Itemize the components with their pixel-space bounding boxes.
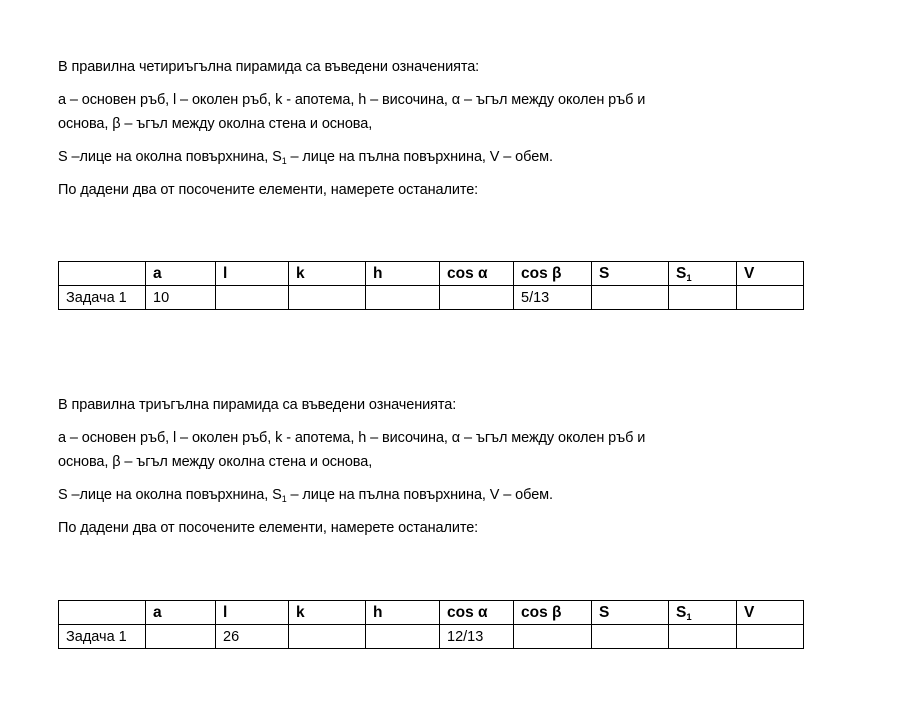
header-cell-cos-beta: cos β [514,262,592,286]
cell-cos-alpha: 12/13 [440,625,514,649]
header-s1-base: S [676,603,687,621]
problem2-table [58,600,804,649]
problem2-area-rest: – лице на пълна повърхнина, V – обем. [286,487,553,503]
problem2-area-s: S –лице на околна повърхнина, S [58,487,282,503]
problem1-area-s1-sub: 1 [281,156,287,166]
cell-k [289,286,366,310]
problem1-definitions-line2: основа, β – ъгъл между околна стена и основа, [58,116,373,132]
problem2-area-s1-sub: 1 [281,494,287,504]
table-header-row [59,262,804,286]
problem2-definitions-line2: основа, β – ъгъл между околна стена и основа, [58,454,373,470]
problem1-definitions-line1: a – основен ръб, l – околен ръб, k - апотема, h – височина, α – ъгъл между околен ръб и [58,92,646,108]
cell-s [592,286,669,310]
cell-cos-beta [514,625,592,649]
header-cell-k: k [289,262,366,286]
table-row [59,625,804,649]
cell-v [737,625,804,649]
cell-cos-alpha [440,286,514,310]
row-label-cell: Задача 1 [59,286,146,310]
cell-h [366,286,440,310]
header-cell-cos-alpha: cos α [440,262,514,286]
problem1-area-definitions [58,145,818,169]
problem1-task: По дадени два от посочените елементи, намерете останалите: [58,182,479,198]
header-cell-v: V [737,262,804,286]
problem2-intro: В правилна триъгълна пирамида са въведени означенията: [58,397,457,413]
header-cell-cos-beta: cos β [514,601,592,625]
cell-h [366,625,440,649]
header-cell-l: l [216,601,289,625]
header-cell-a: a [146,262,216,286]
cell-s [592,625,669,649]
header-cell-empty [59,262,146,286]
cell-l: 26 [216,625,289,649]
header-cell-v: V [737,601,804,625]
header-cell-l: l [216,262,289,286]
problem2-statement [58,393,818,540]
cell-a [146,625,216,649]
table-header-row [59,601,804,625]
problem1-table [58,261,804,310]
header-cell-s: S [592,262,669,286]
problem1-statement [58,55,818,202]
cell-k [289,625,366,649]
header-s1-base: S [676,264,687,282]
cell-s1 [669,625,737,649]
row-label-cell: Задача 1 [59,625,146,649]
header-cell-s: S [592,601,669,625]
header-cell-a: a [146,601,216,625]
problem2-definitions-line1: a – основен ръб, l – околен ръб, k - апотема, h – височина, α – ъгъл между околен ръб и [58,430,646,446]
header-cell-s1 [669,601,737,625]
header-cell-h: h [366,601,440,625]
problem1-area-s: S –лице на околна повърхнина, S [58,149,282,165]
header-cell-k: k [289,601,366,625]
header-s1-sub: 1 [686,611,692,623]
header-cell-cos-alpha: cos α [440,601,514,625]
problem1-area-rest: – лице на пълна повърхнина, V – обем. [286,149,553,165]
problem2-area-definitions [58,483,818,507]
header-cell-empty [59,601,146,625]
header-s1-sub: 1 [686,272,692,284]
cell-l [216,286,289,310]
problem1-intro: В правилна четириъгълна пирамида са въведени означенията: [58,59,480,75]
cell-s1 [669,286,737,310]
cell-v [737,286,804,310]
cell-cos-beta: 5/13 [514,286,592,310]
problem2-task: По дадени два от посочените елементи, намерете останалите: [58,520,479,536]
table-row [59,286,804,310]
header-cell-s1 [669,262,737,286]
cell-a: 10 [146,286,216,310]
header-cell-h: h [366,262,440,286]
